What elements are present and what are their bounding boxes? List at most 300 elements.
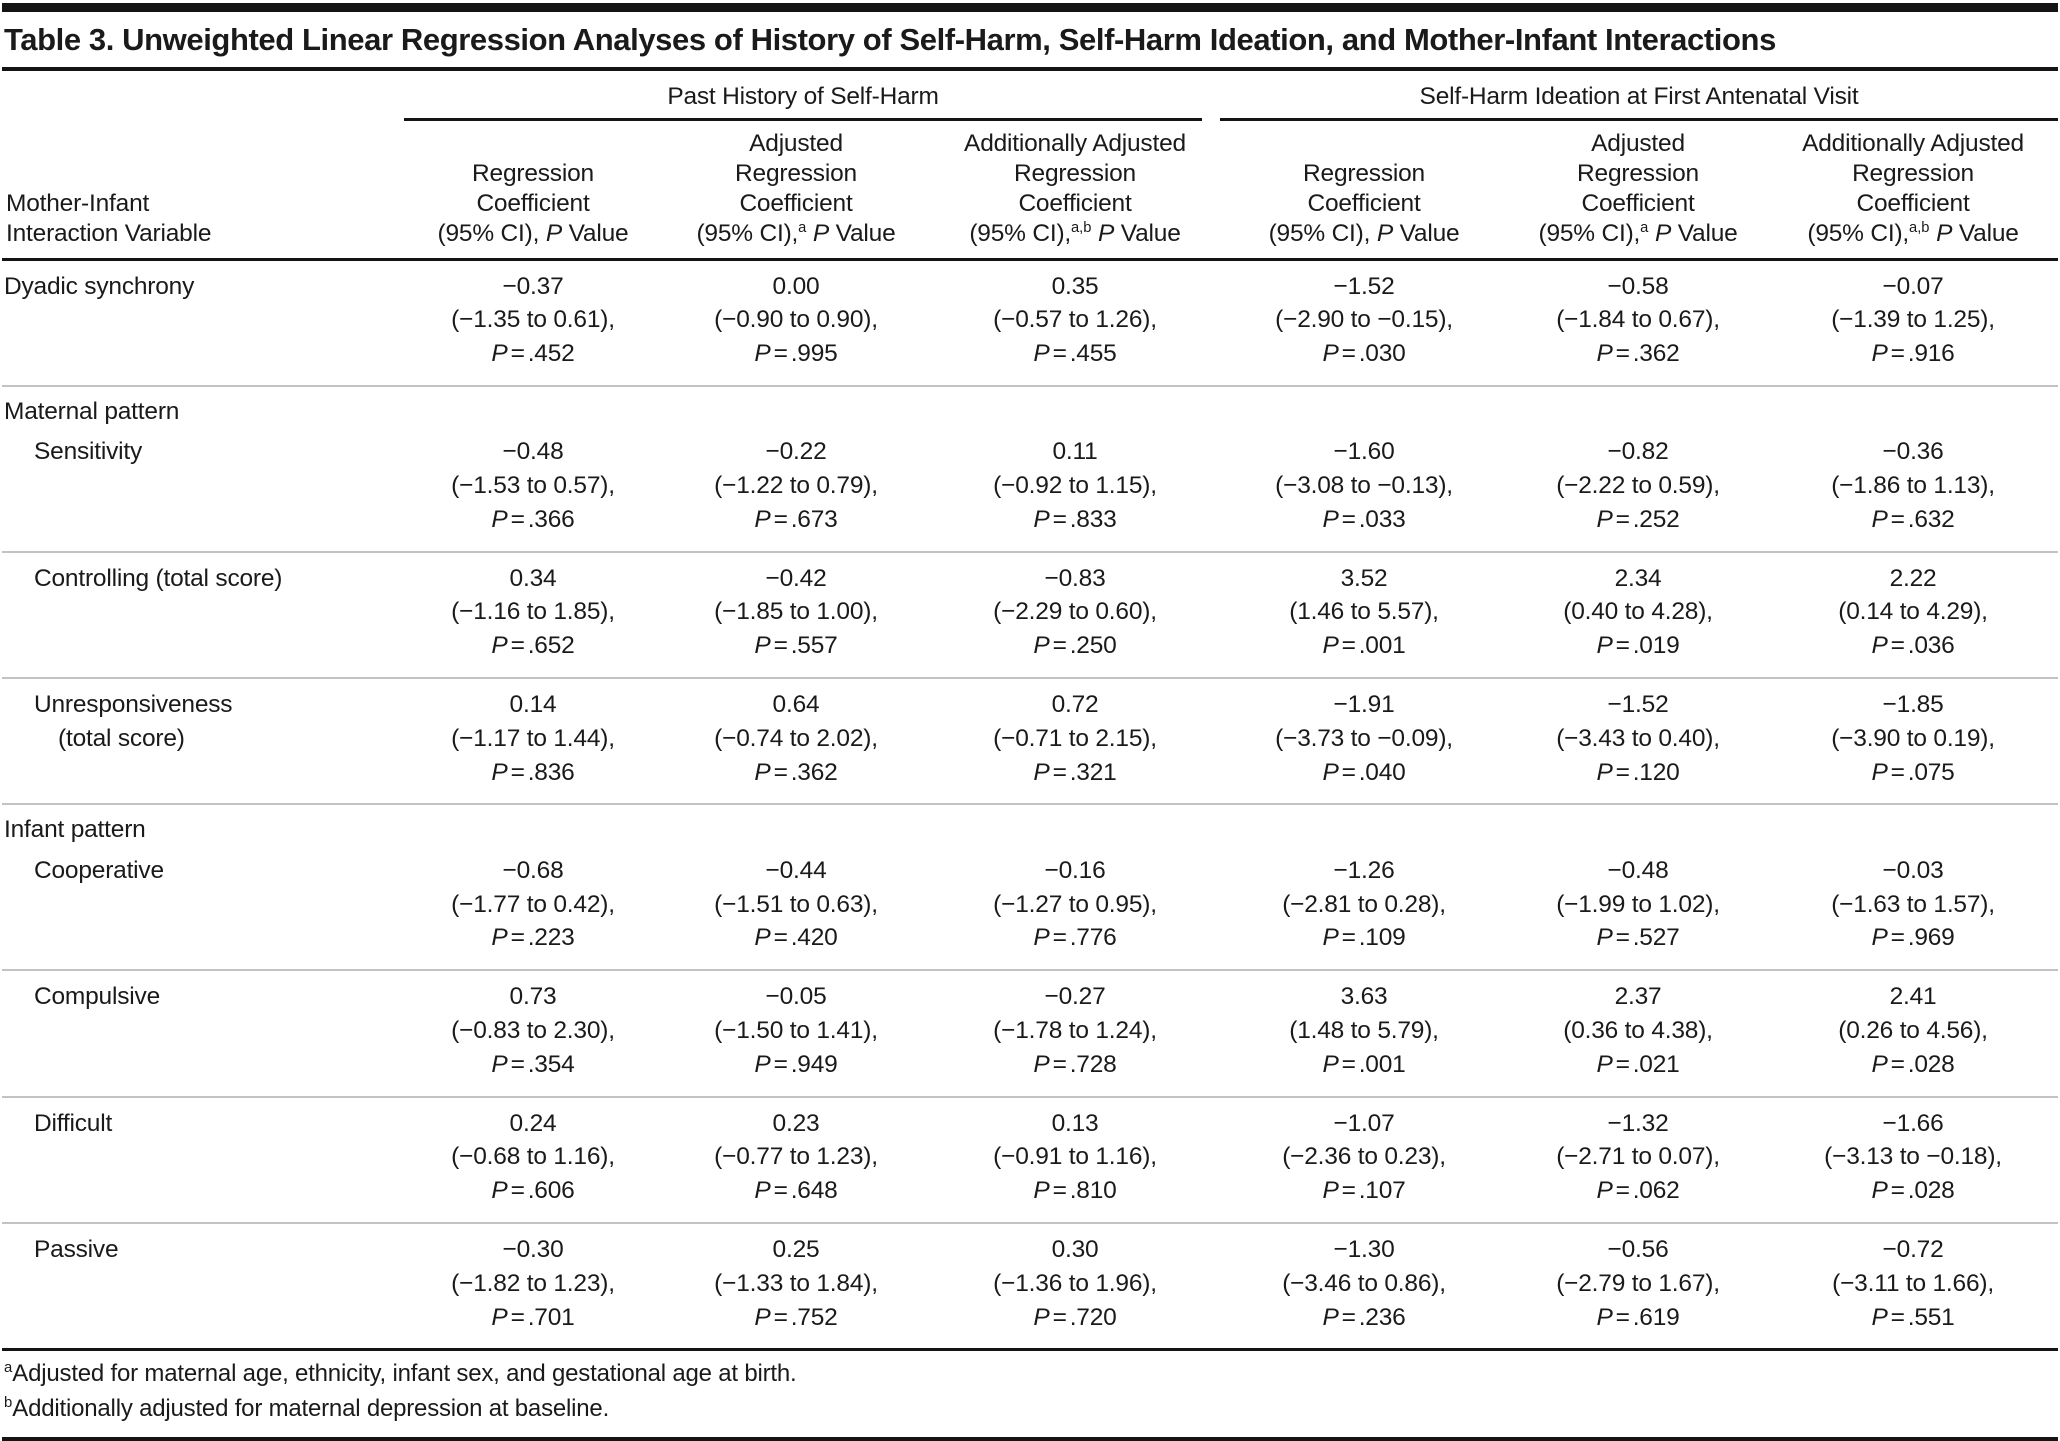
p-value: P = .776	[1033, 924, 1117, 952]
p-value: P = .720	[1033, 1303, 1117, 1331]
p-value: P = .030	[1322, 340, 1406, 368]
value-cell	[930, 426, 1220, 551]
confidence-interval: (−0.90 to 0.90),	[714, 306, 878, 334]
p-value: P = .040	[1322, 758, 1406, 786]
equals-sign: =	[510, 340, 525, 368]
equals-sign: =	[1890, 758, 1905, 786]
coefficient-value: −0.58	[1607, 272, 1669, 300]
p-value: P = .001	[1322, 1050, 1406, 1078]
confidence-interval: (−3.90 to 0.19),	[1831, 724, 1995, 752]
table-row	[2, 1097, 2058, 1223]
equals-sign: =	[1341, 1050, 1356, 1078]
table-row	[2, 552, 2058, 678]
confidence-interval: (−3.11 to 1.66),	[1832, 1269, 1994, 1297]
ci-pvalue-line: (95% CI),$^{a,b}$ P Value	[969, 219, 1181, 247]
row-label-line: Compulsive	[34, 983, 160, 1011]
value-cell	[1508, 426, 1768, 551]
coefficient-value: −0.27	[1044, 983, 1106, 1011]
ci-pvalue-line: (95% CI),$^a$ P Value	[696, 219, 896, 247]
value-cell	[1508, 845, 1768, 970]
value-cell	[1768, 678, 2058, 804]
coefficient-value: 2.22	[1889, 564, 1937, 592]
confidence-interval: (−1.36 to 1.96),	[993, 1269, 1157, 1297]
regression-table	[2, 75, 2058, 1351]
equals-sign: =	[510, 1050, 525, 1078]
paper-table-page	[0, 3, 2060, 1423]
value-cell	[404, 678, 662, 804]
spanner-label: Self-Harm Ideation at First Antenatal Visit	[1220, 75, 2058, 121]
p-value: P = .028	[1871, 1050, 1955, 1078]
coefficient-value: −1.85	[1882, 691, 1944, 719]
value-cell	[1220, 678, 1508, 804]
footnote: $^a$Adjusted for maternal age, ethnicity, infant sex, and gestational age at birth.	[4, 1360, 797, 1388]
coefficient-value: −1.60	[1333, 438, 1395, 466]
spanner-label: Past History of Self-Harm	[404, 75, 1202, 121]
equals-sign: =	[773, 924, 788, 952]
equals-sign: =	[773, 1303, 788, 1331]
confidence-interval: (−3.43 to 0.40),	[1556, 724, 1720, 752]
row-label	[2, 1097, 404, 1223]
value-cell	[1508, 678, 1768, 804]
value-cell	[930, 845, 1220, 970]
equals-sign: =	[1052, 1177, 1067, 1205]
row-label	[2, 552, 404, 678]
p-value: P = .728	[1033, 1050, 1117, 1078]
footnote-marker: a	[4, 1360, 13, 1377]
equals-sign: =	[1615, 1050, 1630, 1078]
equals-sign: =	[1615, 632, 1630, 660]
coefficient-value: −0.05	[765, 983, 827, 1011]
stub-header	[2, 121, 404, 259]
value-cell	[1220, 259, 1508, 386]
header-line: Regression	[472, 159, 594, 187]
p-value: P = .019	[1596, 632, 1680, 660]
p-value: P = .632	[1871, 505, 1955, 533]
confidence-interval: (−1.85 to 1.00),	[714, 598, 878, 626]
value-cell	[1508, 552, 1768, 678]
equals-sign: =	[1890, 632, 1905, 660]
equals-sign: =	[1052, 340, 1067, 368]
value-cell	[1768, 426, 2058, 551]
column-header	[404, 121, 662, 259]
section-row	[2, 804, 2058, 844]
table-row	[2, 426, 2058, 551]
confidence-interval: (1.46 to 5.57),	[1289, 598, 1439, 626]
value-cell	[1768, 552, 2058, 678]
coefficient-value: 0.35	[1051, 272, 1099, 300]
row-label-line: Dyadic synchrony	[4, 272, 195, 300]
value-cell	[930, 678, 1220, 804]
equals-sign: =	[1341, 340, 1356, 368]
p-value: P = .455	[1033, 340, 1117, 368]
value-cell	[404, 845, 662, 970]
equals-sign: =	[510, 758, 525, 786]
confidence-interval: (−0.71 to 2.15),	[993, 724, 1157, 752]
spanner-spacer	[2, 75, 404, 121]
confidence-interval: (1.48 to 5.79),	[1289, 1017, 1439, 1045]
coefficient-value: −1.52	[1333, 272, 1395, 300]
confidence-interval: (−1.77 to 0.42),	[451, 890, 615, 918]
value-cell	[1508, 1223, 1768, 1350]
equals-sign: =	[773, 1177, 788, 1205]
coefficient-value: 0.72	[1051, 691, 1099, 719]
equals-sign: =	[1341, 1303, 1356, 1331]
table-row	[2, 845, 2058, 970]
ci-pvalue-line: (95% CI), P Value	[1268, 219, 1460, 247]
spanner-past-history	[404, 75, 1220, 121]
equals-sign: =	[1615, 340, 1630, 368]
equals-sign: =	[1890, 1303, 1905, 1331]
equals-sign: =	[510, 505, 525, 533]
coefficient-value: 0.73	[509, 983, 557, 1011]
header-line: Coefficient	[1307, 189, 1421, 217]
coefficient-value: −1.32	[1607, 1109, 1669, 1137]
coefficient-value: −0.37	[502, 272, 564, 300]
value-cell	[1220, 970, 1508, 1096]
value-cell	[1768, 1097, 2058, 1223]
coefficient-value: 0.23	[772, 1109, 820, 1137]
equals-sign: =	[1341, 758, 1356, 786]
value-cell	[1220, 1223, 1508, 1350]
value-cell	[930, 259, 1220, 386]
equals-sign: =	[1890, 1050, 1905, 1078]
coefficient-value: −0.36	[1882, 438, 1944, 466]
ci-pvalue-line: (95% CI), P Value	[437, 219, 629, 247]
value-cell	[1220, 1097, 1508, 1223]
coefficient-value: 0.34	[509, 564, 557, 592]
value-cell	[404, 426, 662, 551]
footnote: $^b$Additionally adjusted for maternal depression at baseline.	[4, 1395, 610, 1423]
equals-sign: =	[1615, 1303, 1630, 1331]
confidence-interval: (−1.84 to 0.67),	[1556, 306, 1720, 334]
confidence-interval: (−1.82 to 1.23),	[451, 1269, 615, 1297]
value-cell	[662, 845, 930, 970]
coefficient-value: −0.82	[1607, 438, 1669, 466]
p-value: P = .420	[754, 924, 838, 952]
coefficient-value: 2.41	[1889, 983, 1937, 1011]
column-header-row	[2, 121, 2058, 259]
coefficient-value: −0.03	[1882, 856, 1944, 884]
p-value: P = .075	[1871, 758, 1955, 786]
row-label-line: (total score)	[58, 724, 185, 752]
value-cell	[930, 552, 1220, 678]
p-value: P = .362	[754, 758, 838, 786]
value-cell	[1768, 1223, 2058, 1350]
confidence-interval: (−0.57 to 1.26),	[993, 306, 1157, 334]
equals-sign: =	[773, 1050, 788, 1078]
value-cell	[1768, 259, 2058, 386]
column-header	[1220, 121, 1508, 259]
coefficient-value: 2.34	[1614, 564, 1662, 592]
coefficient-value: −0.48	[1607, 856, 1669, 884]
p-value: P = .701	[491, 1303, 575, 1331]
p-value: P = .916	[1871, 340, 1955, 368]
equals-sign: =	[1890, 505, 1905, 533]
equals-sign: =	[1615, 758, 1630, 786]
header-line: Adjusted	[749, 130, 843, 157]
header-line: Regression	[735, 159, 857, 187]
value-cell	[1220, 845, 1508, 970]
coefficient-value: −0.30	[502, 1236, 564, 1264]
p-value: P = .001	[1322, 632, 1406, 660]
row-label-line: Sensitivity	[34, 438, 143, 466]
coefficient-value: 0.00	[772, 272, 820, 300]
confidence-interval: (−2.79 to 1.67),	[1556, 1269, 1720, 1297]
confidence-interval: (−1.78 to 1.24),	[993, 1017, 1157, 1045]
header-line: Coefficient	[1856, 189, 1970, 217]
p-value: P = .250	[1033, 632, 1117, 660]
confidence-interval: (−1.53 to 0.57),	[451, 472, 615, 500]
p-value: P = .810	[1033, 1177, 1117, 1205]
header-line: Coefficient	[476, 189, 590, 217]
value-cell	[1768, 845, 2058, 970]
confidence-interval: (0.14 to 4.29),	[1838, 598, 1988, 626]
header-line: Regression	[1852, 159, 1974, 187]
row-label-line: Difficult	[34, 1109, 113, 1137]
p-value: P = .321	[1033, 758, 1117, 786]
value-cell	[662, 1223, 930, 1350]
header-line: Additionally Adjusted	[1802, 130, 2024, 157]
spanner-row	[2, 75, 2058, 121]
header-line: Coefficient	[739, 189, 853, 217]
equals-sign: =	[1615, 924, 1630, 952]
p-value: P = .036	[1871, 632, 1955, 660]
equals-sign: =	[510, 1177, 525, 1205]
equals-sign: =	[1341, 1177, 1356, 1205]
equals-sign: =	[1890, 1177, 1905, 1205]
row-label	[2, 426, 404, 551]
equals-sign: =	[1615, 1177, 1630, 1205]
ci-pvalue-line: (95% CI),$^{a,b}$ P Value	[1807, 219, 2019, 247]
coefficient-value: −0.72	[1882, 1236, 1944, 1264]
confidence-interval: (0.40 to 4.28),	[1563, 598, 1713, 626]
row-label-line: Unresponsiveness	[34, 691, 233, 719]
coefficient-value: −0.16	[1044, 856, 1106, 884]
p-value: P = .648	[754, 1177, 838, 1205]
equals-sign: =	[1890, 340, 1905, 368]
p-value: P = .107	[1322, 1177, 1406, 1205]
row-label	[2, 970, 404, 1096]
p-value: P = .551	[1871, 1303, 1955, 1331]
p-value: P = .252	[1596, 505, 1680, 533]
confidence-interval: (−1.35 to 0.61),	[451, 306, 615, 334]
confidence-interval: (0.26 to 4.56),	[1838, 1017, 1988, 1045]
coefficient-value: −0.44	[765, 856, 827, 884]
coefficient-value: 2.37	[1614, 983, 1662, 1011]
p-value: P = .452	[491, 340, 575, 368]
p-value: P = .120	[1596, 758, 1680, 786]
header-line: Additionally Adjusted	[964, 130, 1186, 157]
p-value: P = .619	[1596, 1303, 1680, 1331]
equals-sign: =	[1052, 758, 1067, 786]
header-line: Regression	[1577, 159, 1699, 187]
confidence-interval: (−1.39 to 1.25),	[1831, 306, 1995, 334]
confidence-interval: (−1.22 to 0.79),	[714, 472, 878, 500]
header-line: Adjusted	[1591, 130, 1685, 157]
table-row	[2, 970, 2058, 1096]
section-label: Infant pattern	[4, 816, 146, 844]
p-value: P = .995	[754, 340, 838, 368]
top-rule	[2, 3, 2058, 12]
coefficient-value: −0.07	[1882, 272, 1944, 300]
value-cell	[662, 259, 930, 386]
p-value: P = .028	[1871, 1177, 1955, 1205]
header-line: Coefficient	[1581, 189, 1695, 217]
confidence-interval: (−1.51 to 0.63),	[714, 890, 878, 918]
confidence-interval: (−1.50 to 1.41),	[714, 1017, 878, 1045]
confidence-interval: (−2.81 to 0.28),	[1282, 890, 1446, 918]
value-cell	[662, 970, 930, 1096]
p-value: P = .062	[1596, 1177, 1680, 1205]
value-cell	[1508, 1097, 1768, 1223]
p-value: P = .527	[1596, 924, 1680, 952]
p-value: P = .362	[1596, 340, 1680, 368]
value-cell	[1768, 970, 2058, 1096]
equals-sign: =	[773, 758, 788, 786]
equals-sign: =	[510, 1303, 525, 1331]
confidence-interval: (−0.91 to 1.16),	[993, 1143, 1157, 1171]
equals-sign: =	[1052, 1050, 1067, 1078]
equals-sign: =	[1341, 632, 1356, 660]
equals-sign: =	[1052, 1303, 1067, 1331]
footnote-marker: a	[798, 219, 807, 236]
footnotes	[4, 1357, 2058, 1427]
confidence-interval: (−1.33 to 1.84),	[714, 1269, 878, 1297]
coefficient-value: 0.24	[509, 1109, 557, 1137]
coefficient-value: −1.91	[1333, 691, 1395, 719]
confidence-interval: (−3.08 to −0.13),	[1275, 472, 1453, 500]
p-value: P = .969	[1871, 924, 1955, 952]
value-cell	[1508, 970, 1768, 1096]
footnote-marker: b	[4, 1395, 13, 1412]
coefficient-value: −1.30	[1333, 1236, 1395, 1264]
confidence-interval: (−2.22 to 0.59),	[1556, 472, 1720, 500]
p-value: P = .836	[491, 758, 575, 786]
row-label-line: Controlling (total score)	[34, 564, 283, 592]
coefficient-value: −0.22	[765, 438, 827, 466]
equals-sign: =	[1890, 924, 1905, 952]
value-cell	[404, 552, 662, 678]
header-line: Regression	[1303, 159, 1425, 187]
p-value: P = .236	[1322, 1303, 1406, 1331]
equals-sign: =	[773, 632, 788, 660]
ci-pvalue-line: (95% CI),$^a$ P Value	[1538, 219, 1738, 247]
coefficient-value: −0.48	[502, 438, 564, 466]
row-label-line: Passive	[34, 1236, 119, 1264]
coefficient-value: −1.52	[1607, 691, 1669, 719]
confidence-interval: (−2.29 to 0.60),	[993, 598, 1157, 626]
confidence-interval: (−2.36 to 0.23),	[1282, 1143, 1446, 1171]
row-label	[2, 1223, 404, 1350]
column-header	[1508, 121, 1768, 259]
equals-sign: =	[1052, 505, 1067, 533]
confidence-interval: (−1.27 to 0.95),	[993, 890, 1157, 918]
column-header	[930, 121, 1220, 259]
confidence-interval: (−3.13 to −0.18),	[1824, 1143, 2002, 1171]
table-row	[2, 1223, 2058, 1350]
value-cell	[930, 1223, 1220, 1350]
coefficient-value: 3.63	[1340, 983, 1388, 1011]
value-cell	[404, 1223, 662, 1350]
value-cell	[662, 678, 930, 804]
value-cell	[662, 552, 930, 678]
p-value: P = .021	[1596, 1050, 1680, 1078]
coefficient-value: 0.64	[772, 691, 820, 719]
confidence-interval: (−0.92 to 1.15),	[993, 472, 1157, 500]
column-header	[662, 121, 930, 259]
footnote-marker: a,b	[1909, 219, 1930, 236]
confidence-interval: (−0.68 to 1.16),	[451, 1143, 615, 1171]
p-value: P = .557	[754, 632, 838, 660]
footnote-marker: a,b	[1071, 219, 1092, 236]
coefficient-value: 0.30	[1051, 1236, 1099, 1264]
confidence-interval: (−1.86 to 1.13),	[1831, 472, 1995, 500]
value-cell	[1220, 426, 1508, 551]
equals-sign: =	[510, 924, 525, 952]
confidence-interval: (−0.74 to 2.02),	[714, 724, 878, 752]
coefficient-value: −0.68	[502, 856, 564, 884]
title-rule	[2, 67, 2058, 71]
coefficient-value: 0.11	[1052, 438, 1098, 466]
p-value: P = .833	[1033, 505, 1117, 533]
value-cell	[1220, 552, 1508, 678]
row-label-line: Cooperative	[34, 856, 164, 884]
coefficient-value: 3.52	[1340, 564, 1388, 592]
equals-sign: =	[1615, 505, 1630, 533]
confidence-interval: (−1.16 to 1.85),	[451, 598, 615, 626]
stub-header-line: Mother-Infant	[6, 189, 150, 217]
table-row	[2, 678, 2058, 804]
coefficient-value: −0.42	[765, 564, 827, 592]
equals-sign: =	[1052, 924, 1067, 952]
confidence-interval: (−2.90 to −0.15),	[1275, 306, 1453, 334]
stub-header-line: Interaction Variable	[6, 219, 212, 247]
equals-sign: =	[1341, 505, 1356, 533]
coefficient-value: 0.13	[1051, 1109, 1099, 1137]
table-title: Table 3. Unweighted Linear Regression Analyses of History of Self-Harm, Self-Harm Ideation, and Mother-Infant Interactions	[4, 22, 1776, 57]
row-label	[2, 845, 404, 970]
equals-sign: =	[510, 632, 525, 660]
confidence-interval: (−1.99 to 1.02),	[1556, 890, 1720, 918]
p-value: P = .949	[754, 1050, 838, 1078]
p-value: P = .109	[1322, 924, 1406, 952]
p-value: P = .606	[491, 1177, 575, 1205]
p-value: P = .354	[491, 1050, 575, 1078]
confidence-interval: (−0.83 to 2.30),	[451, 1017, 615, 1045]
confidence-interval: (0.36 to 4.38),	[1563, 1017, 1713, 1045]
header-line: Regression	[1014, 159, 1136, 187]
coefficient-value: −1.07	[1333, 1109, 1395, 1137]
p-value: P = .752	[754, 1303, 838, 1331]
footnote-marker: a	[1640, 219, 1649, 236]
value-cell	[662, 426, 930, 551]
value-cell	[930, 970, 1220, 1096]
coefficient-value: −0.83	[1044, 564, 1106, 592]
confidence-interval: (−1.63 to 1.57),	[1831, 890, 1995, 918]
row-label	[2, 678, 404, 804]
section-row	[2, 386, 2058, 426]
column-header	[1768, 121, 2058, 259]
value-cell	[404, 1097, 662, 1223]
equals-sign: =	[773, 340, 788, 368]
p-value: P = .033	[1322, 505, 1406, 533]
confidence-interval: (−2.71 to 0.07),	[1556, 1143, 1720, 1171]
equals-sign: =	[773, 505, 788, 533]
equals-sign: =	[1341, 924, 1356, 952]
value-cell	[662, 1097, 930, 1223]
bottom-rule	[2, 1437, 2058, 1441]
p-value: P = .673	[754, 505, 838, 533]
